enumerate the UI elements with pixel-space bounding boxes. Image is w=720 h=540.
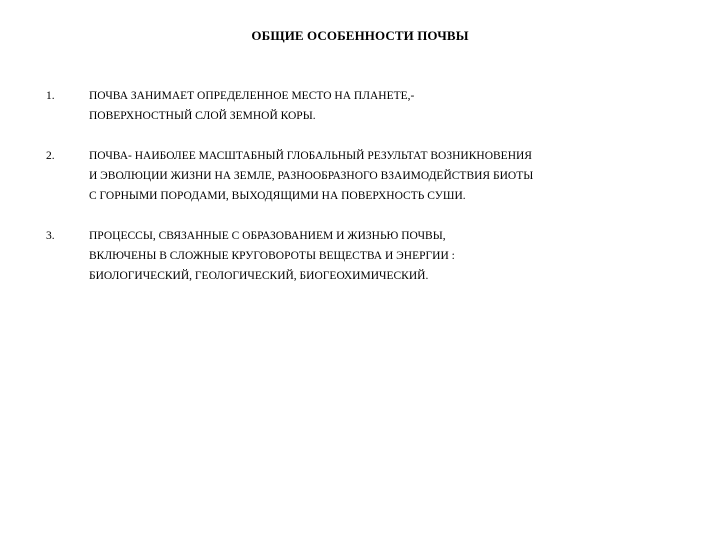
list-item-line: С ГОРНЫМИ ПОРОДАМИ, ВЫХОДЯЩИМИ НА ПОВЕРХНОСТЬ СУШИ. xyxy=(89,190,466,202)
list-item-number: 1. xyxy=(46,90,55,102)
list-item-text xyxy=(89,146,679,206)
list-item-line: ПОЧВА- НАИБОЛЕЕ МАСШТАБНЫЙ ГЛОБАЛЬНЫЙ РЕЗУЛЬТАТ ВОЗНИКНОВЕНИЯ xyxy=(89,150,532,162)
list-item-text xyxy=(89,86,679,126)
list-item-line: ПОЧВА ЗАНИМАЕТ ОПРЕДЕЛЕННОЕ МЕСТО НА ПЛАНЕТЕ,- xyxy=(89,90,415,102)
list-item-line: ПОВЕРХНОСТНЫЙ СЛОЙ ЗЕМНОЙ КОРЫ. xyxy=(89,110,316,122)
list-item-line: ВКЛЮЧЕНЫ В СЛОЖНЫЕ КРУГОВОРОТЫ ВЕЩЕСТВА И ЭНЕРГИИ : xyxy=(89,250,455,262)
list-item-line: И ЭВОЛЮЦИИ ЖИЗНИ НА ЗЕМЛЕ, РАЗНООБРАЗНОГО ВЗАИМОДЕЙСТВИЯ БИОТЫ xyxy=(89,170,534,182)
list-item-line: ПРОЦЕССЫ, СВЯЗАННЫЕ С ОБРАЗОВАНИЕМ И ЖИЗНЬЮ ПОЧВЫ, xyxy=(89,230,446,242)
page-title: ОБЩИЕ ОСОБЕННОСТИ ПОЧВЫ xyxy=(251,28,469,43)
list-item-line: БИОЛОГИЧЕСКИЙ, ГЕОЛОГИЧЕСКИЙ, БИОГЕОХИМИЧЕСКИЙ. xyxy=(89,270,429,282)
list-item-number: 3. xyxy=(46,230,55,242)
list-item-number: 2. xyxy=(46,150,55,162)
list-item-text xyxy=(89,226,679,286)
